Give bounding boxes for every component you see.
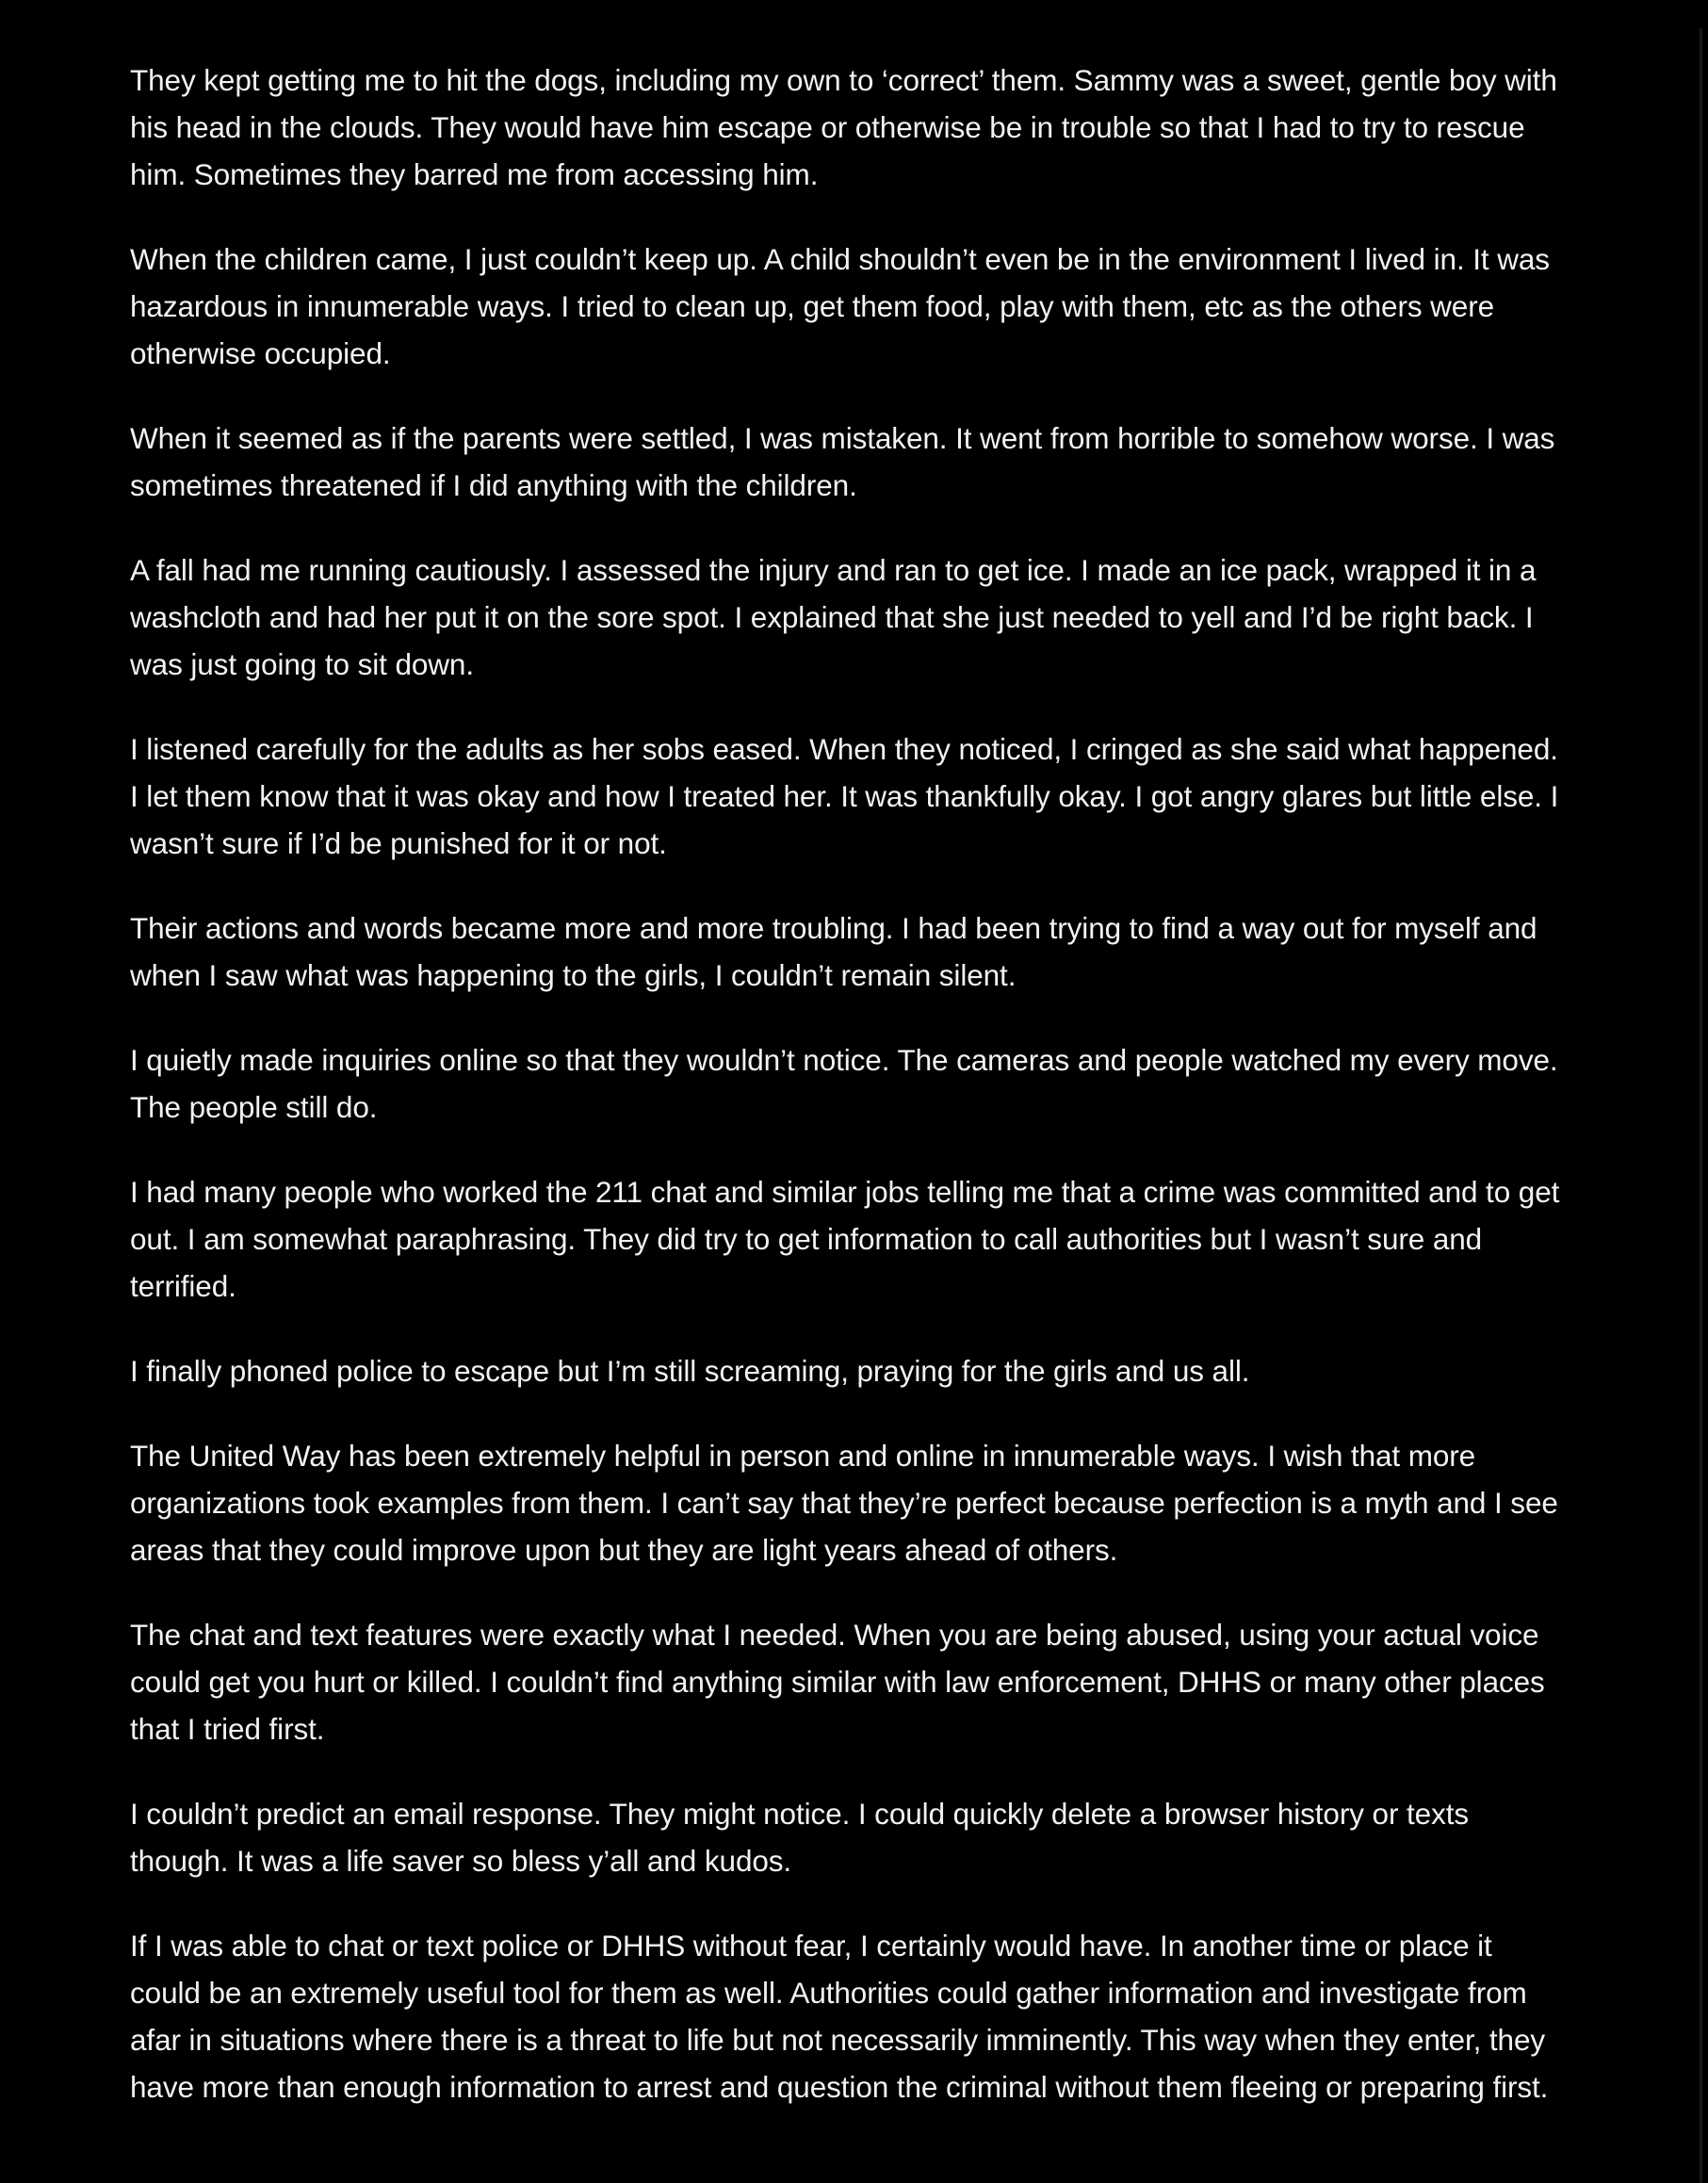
scrollbar[interactable] [1700,28,1702,2183]
paragraph: When the children came, I just couldn’t keep up. A child shouldn’t even be in the environment I lived in. It was hazardous in innumerable ways. I tried to clean up, get them food, play with them, etc as the others were otherwise occupied. [130,242,1550,370]
paragraph: I quietly made inquiries online so that they wouldn’t notice. The cameras and people watched my every move. The people still do. [130,1043,1558,1124]
paragraph: I couldn’t predict an email response. They might notice. I could quickly delete a browser history or texts though. It was a life saver so bless y’all and kudos. [130,1797,1470,1878]
paragraph: The United Way has been extremely helpful in person and online in innumerable ways. I wish that more organizations took examples from them. I can’t say that they’re perfect because perfection is a myth and I see areas that they could improve upon but they are light years ahead of others. [130,1439,1558,1567]
paragraph: Their actions and words became more and more troubling. I had been trying to find a way out for myself and when I saw what was happening to the girls, I couldn’t remain silent. [130,911,1537,992]
article-body [130,57,1562,2148]
paragraph: I finally phoned police to escape but I’m still screaming, praying for the girls and us all. [130,1354,1250,1388]
paragraph: If I was able to chat or text police or DHHS without fear, I certainly would have. In another time or place it could be an extremely useful tool for them as well. Authorities could gather information and investigate from afar in situations where there is a threat to life but not necessarily imminently. This way when they enter, they have more than enough information to arrest and question the criminal without them fleeing or preparing first. [130,1929,1549,2104]
paragraph: When it seemed as if the parents were settled, I was mistaken. It went from horrible to somehow worse. I was sometimes threatened if I did anything with the children. [130,421,1555,502]
paragraph: A fall had me running cautiously. I assessed the injury and ran to get ice. I made an ice pack, wrapped it in a washcloth and had her put it on the sore spot. I explained that she just needed to yell and I’d be right back. I was just going to sit down. [130,553,1537,681]
paragraph: I listened carefully for the adults as her sobs eased. When they noticed, I cringed as she said what happened. I let them know that it was okay and how I treated her. It was thankfully okay. I got angry glares but little else. I wasn’t sure if I’d be punished for it or not. [130,732,1559,860]
paragraph: I had many people who worked the 211 chat and similar jobs telling me that a crime was committed and to get out. I am somewhat paraphrasing. They did try to get information to call authorities but I wasn’t sure and terrified. [130,1175,1560,1303]
paragraph: The chat and text features were exactly what I needed. When you are being abused, using your actual voice could get you hurt or killed. I couldn’t find anything similar with law enforcement, DHHS or many other places that I tried first. [130,1618,1545,1746]
paragraph: They kept getting me to hit the dogs, including my own to ‘correct’ them. Sammy was a sweet, gentle boy with his head in the clouds. They would have him escape or otherwise be in trouble so that I had to try to rescue him. Sometimes they barred me from accessing him. [130,63,1557,191]
